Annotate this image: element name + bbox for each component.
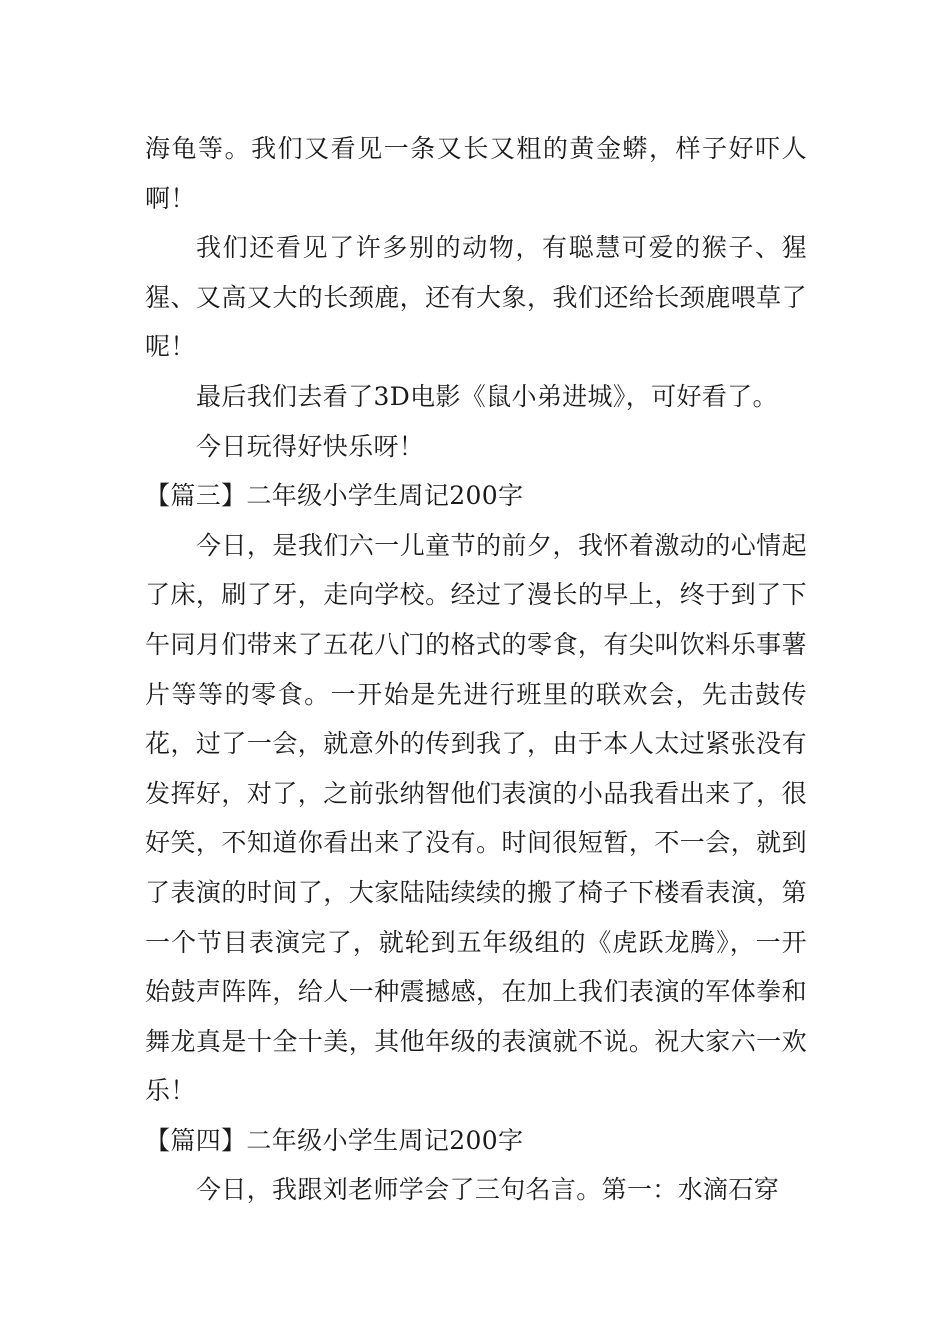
paragraph: 今日，我跟刘老师学会了三句名言。第一：水滴石穿 (196, 1175, 780, 1205)
paragraph: 最后我们去看了3D电影《鼠小弟进城》，可好看了。 (196, 381, 778, 411)
paragraph: 今日玩得好快乐呀！ (196, 431, 425, 461)
paragraph: 海龟等。我们又看见一条又长又粗的黄金蟒，样子好吓人啊！ (145, 134, 807, 213)
section-heading: 【篇四】二年级小学生周记200字 (145, 1125, 524, 1155)
section-heading: 【篇三】二年级小学生周记200字 (145, 481, 524, 511)
paragraph: 我们还看见了许多别的动物，有聪慧可爱的猴子、猩猩、又高又大的长颈鹿，还有大象，我们还给长颈鹿喂草了呢！ (145, 233, 807, 362)
document-body (145, 124, 807, 1215)
paragraph: 今日，是我们六一儿童节的前夕，我怀着激动的心情起了床，刷了牙，走向学校。经过了漫长的早上，终于到了下午同月们带来了五花八门的格式的零食，有尖叫饮料乐事薯片等等的零食。一开始是先进行班里的联欢会，先击鼓传花，过了一会，就意外的传到我了，由于本人太过紧张没有发挥好，对了，之前张纳智他们表演的小品我看出来了，很好笑，不知道你看出来了没有。时间很短暂，不一会，就到了表演的时间了，大家陆陆续续的搬了椅子下楼看表演，第一个节目表演完了，就轮到五年级组的《虎跃龙腾》，一开始鼓声阵阵，给人一种震撼感，在加上我们表演的军体拳和舞龙真是十全十美，其他年级的表演就不说。祝大家六一欢乐！ (145, 530, 807, 1106)
